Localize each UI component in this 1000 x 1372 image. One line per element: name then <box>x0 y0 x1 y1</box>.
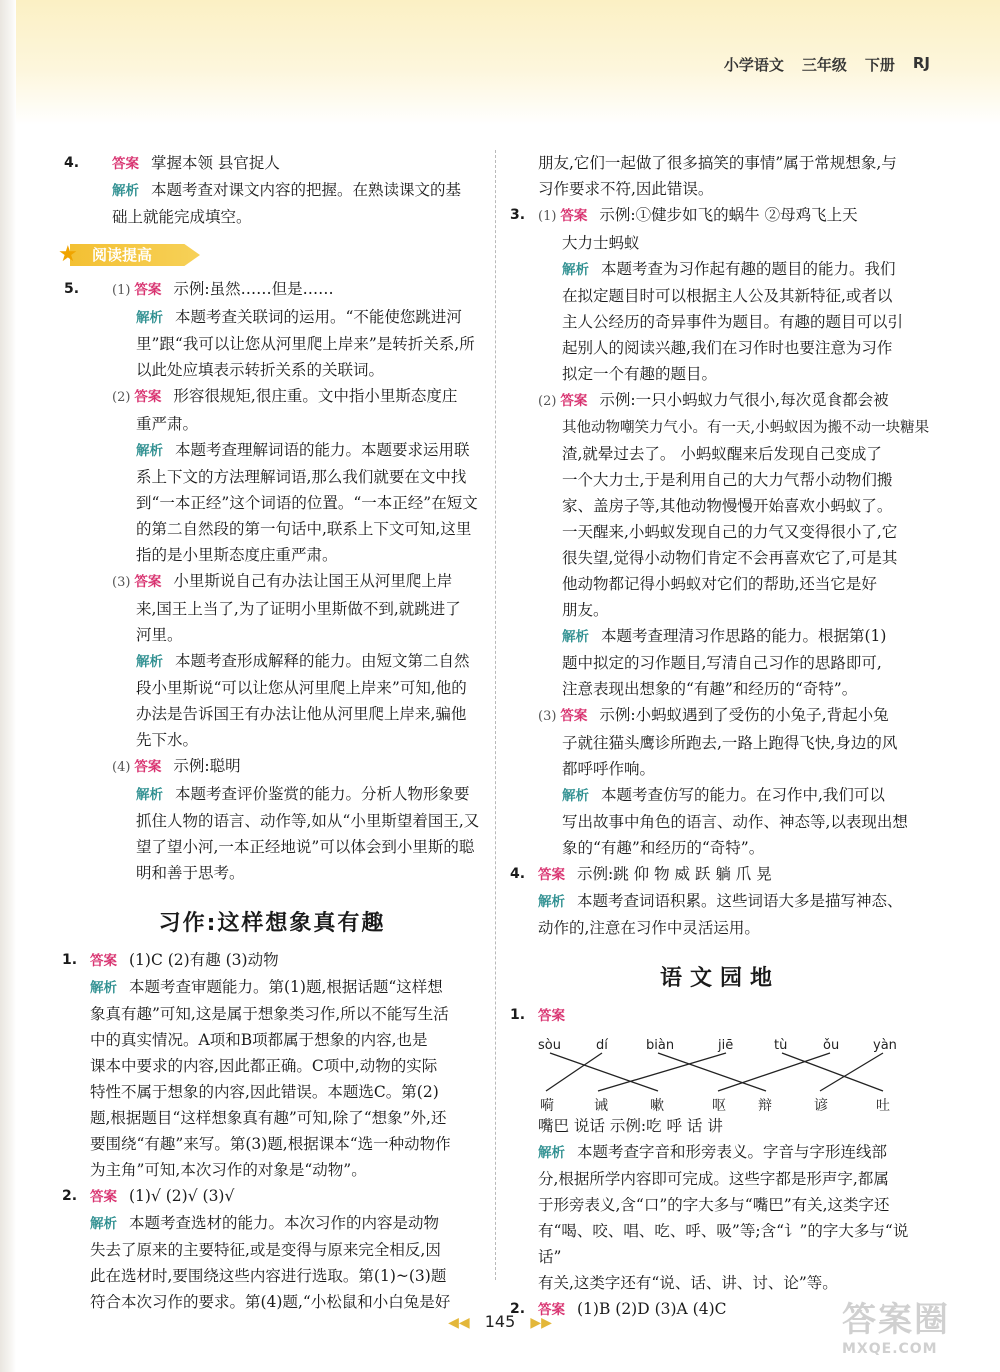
analysis-line: 题中拟定的习作题目,写清自己习作的思路即可, <box>562 654 882 672</box>
header-volume: 下册 <box>864 56 895 74</box>
analysis-line: 象真有趣”可知,这是属于想象类习作,所以不能写生活 <box>90 1005 449 1023</box>
pinyin-label: ǒu <box>823 1038 840 1053</box>
analysis-line: 要围绕“有趣”来写。第(3)题,根据课本“选一种动物作 <box>90 1135 451 1153</box>
answer-text: 一天醒来,小蚂蚁发现自己的力气又变得很小了,它 <box>562 523 898 541</box>
sub-number: (3) <box>112 575 131 590</box>
char-label: 诫 <box>594 1098 608 1114</box>
analysis-line: 有“喝、咬、唱、吃、呼、吸”等;含“讠”的字大多与“说话” <box>538 1222 909 1266</box>
analysis-tag: 解析 <box>562 262 589 278</box>
matching-lines <box>538 1051 898 1093</box>
analysis-line: 本题考查理解词语的能力。本题要求运用联 <box>175 441 470 459</box>
analysis-line: 本题考查词语积累。这些词语大多是描写神态、 <box>577 892 903 910</box>
analysis-tag: 解析 <box>90 1216 117 1232</box>
question-5 <box>62 276 482 886</box>
answer-text: 示例:小蚂蚁遇到了受伤的小兔子,背起小兔 <box>599 706 889 724</box>
char-label: 谚 <box>814 1098 828 1114</box>
analysis-line: 朋友,它们一起做了很多搞笑的事情”属于常规想象,与 <box>538 154 897 172</box>
watermark-big: 答案圈 <box>842 1300 950 1340</box>
watermark-logo <box>842 1292 992 1362</box>
analysis-tag: 解析 <box>136 654 163 670</box>
sub-number: (2) <box>112 390 131 405</box>
left-column <box>58 150 482 1315</box>
analysis-line: 本题考查形成解释的能力。由短文第二自然 <box>175 652 470 670</box>
answer-text: 示例:虽然……但是…… <box>173 280 334 298</box>
answer-text: 示例:①健步如飞的蜗牛 ②母鸡飞上天 <box>599 206 858 224</box>
analysis-line: 分,根据所学内容即可完成。这些字都是形声字,都属 <box>538 1170 889 1188</box>
analysis-line: 为主角”可知,本次习作的对象是“动物”。 <box>90 1161 367 1179</box>
answer-tag: 答案 <box>538 1008 565 1024</box>
answer-text: 小里斯说自己有办法让国王从河里爬上岸 <box>173 572 453 590</box>
analysis-line: 本题考查对课文内容的把握。在熟读课文的基 <box>151 181 462 199</box>
analysis-line: 本题考查为习作起有趣的题目的能力。我们 <box>601 260 896 278</box>
analysis-line: 起别人的阅读兴趣,我们在习作时也要注意为习作 <box>562 339 893 357</box>
answer-tag: 答案 <box>112 156 139 172</box>
garden-question-1 <box>510 1002 930 1296</box>
writing-question-1 <box>62 947 482 1183</box>
answer-tag: 答案 <box>134 282 162 298</box>
char-label: 嗬 <box>540 1098 554 1114</box>
analysis-tag: 解析 <box>136 443 163 459</box>
answer-text: 掌握本领 县官捉人 <box>151 154 280 172</box>
analysis-line: 拟定一个有趣的题目。 <box>562 365 718 383</box>
answer-text: 示例:一只小蚂蚁力气很小,每次觅食都会被 <box>599 391 889 409</box>
analysis-line: 写出故事中角色的语言、动作、神态等,以表现出想 <box>562 813 908 831</box>
question-number: 2. <box>62 1188 78 1204</box>
char-label: 嗽 <box>650 1098 664 1114</box>
binding-edge <box>0 0 16 1372</box>
analysis-line: 在拟定题目时可以根据主人公及其新特征,或者以 <box>562 287 893 305</box>
answer-text: 一个大力士,于是利用自己的大力气帮小动物们搬 <box>562 471 893 489</box>
answer-tag: 答案 <box>134 759 162 775</box>
answer-tag: 答案 <box>90 953 117 969</box>
analysis-tag: 解析 <box>538 894 565 910</box>
analysis-line: 于形旁表义,含“口”的字大多与“嘴巴”有关,这类字还 <box>538 1196 890 1214</box>
pinyin-label: dí <box>596 1038 608 1053</box>
answer-text: 形容很规矩,很庄重。文中指小里斯态度庄 <box>173 387 458 405</box>
next-arrows-icon: ▶▶ <box>530 1315 552 1331</box>
analysis-line: 明和善于思考。 <box>136 864 245 882</box>
header-subject: 小学语文 <box>723 56 784 74</box>
analysis-line: 本题考查字音和形旁表义。字音与字形连线部 <box>577 1143 888 1161</box>
analysis-line: 本题考查仿写的能力。在习作中,我们可以 <box>601 786 885 804</box>
analysis-line: 到“一本正经”这个词语的位置。“一本正经”在短文 <box>136 494 478 512</box>
answer-tag: 答案 <box>538 1302 565 1318</box>
answer-text: 嘴巴 说话 示例:吃 呼 话 讲 <box>538 1117 723 1135</box>
answer-text: 示例:跳 仰 物 威 跃 躺 爪 晃 <box>577 865 772 883</box>
analysis-line: 失去了原来的主要特征,或是变得与原来完全相反,因 <box>90 1241 441 1259</box>
question-number: 2. <box>510 1301 526 1317</box>
question-number: 3. <box>510 207 526 223</box>
analysis-line: 里”跟“我可以让您从河里爬上岸来”是转折关系,所 <box>136 335 475 353</box>
analysis-line: 象的“有趣”和经历的“奇特”。 <box>562 839 765 857</box>
analysis-line: 系上下文的方法理解词语,那么我们就要在文中找 <box>136 468 467 486</box>
writing-question-4 <box>510 861 930 941</box>
question-number: 5. <box>64 281 80 297</box>
analysis-tag: 解析 <box>136 787 163 803</box>
analysis-tag: 解析 <box>562 629 589 645</box>
question-number: 4. <box>510 866 526 882</box>
header-grade: 三年级 <box>801 56 847 74</box>
analysis-line: 段小里斯说“可以让您从河里爬上岸来”可知,他的 <box>136 679 467 697</box>
analysis-line: 本题考查理清习作思路的能力。根据第(1) <box>601 627 887 645</box>
analysis-tag: 解析 <box>562 788 589 804</box>
pinyin-label: yàn <box>873 1038 897 1053</box>
answer-tag: 答案 <box>538 867 565 883</box>
answer-text: 都呼呼作响。 <box>562 760 656 778</box>
analysis-line: 以此处应填表示转折关系的关联词。 <box>136 361 385 379</box>
answer-text: 来,国王上当了,为了证明小里斯做不到,就跳进了 <box>136 600 461 618</box>
section-title-writing: 习作:这样想象真有趣 <box>158 911 386 936</box>
pinyin-label: jiē <box>718 1038 734 1053</box>
banner-label: 阅读提高 <box>92 246 153 264</box>
answer-tag: 答案 <box>134 574 162 590</box>
page-number: 145 <box>484 1312 516 1331</box>
sub-number: (4) <box>112 760 131 775</box>
analysis-tag: 解析 <box>538 1145 565 1161</box>
analysis-line: 先下水。 <box>136 731 199 749</box>
section-title-garden: 语文园地 <box>659 966 780 991</box>
sub-number: (2) <box>538 394 557 409</box>
analysis-line: 的第二自然段的第一句话中,联系上下文可知,这里 <box>136 520 472 538</box>
answer-text: 朋友。 <box>562 601 609 619</box>
analysis-line: 动作的,注意在习作中灵活运用。 <box>538 919 760 937</box>
char-label: 辩 <box>758 1098 772 1114</box>
star-icon: ★ <box>58 242 78 267</box>
running-header <box>724 54 930 75</box>
analysis-line: 主人公经历的奇异事件为题目。有趣的题目可以引 <box>562 313 904 331</box>
question-number: 4. <box>64 155 80 171</box>
analysis-tag: 解析 <box>136 310 163 326</box>
answer-tag: 答案 <box>90 1189 117 1205</box>
sub-number: (3) <box>538 709 557 724</box>
answer-text: 大力士蚂蚁 <box>562 234 640 252</box>
writing-question-2 <box>62 1183 482 1315</box>
analysis-line: 题,根据题目“这样想象真有趣”可知,除了“想象”外,还 <box>90 1109 447 1127</box>
analysis-line: 有关,这类字还有“说、话、讲、讨、论”等。 <box>538 1274 838 1292</box>
column-divider <box>495 150 496 1280</box>
answer-text: (1)√ (2)√ (3)√ <box>129 1187 235 1205</box>
analysis-line: 中的真实情况。A项和B项都属于想象的内容,也是 <box>90 1031 428 1049</box>
answer-text: 重严肃。 <box>136 415 199 433</box>
analysis-line: 础上就能完成填空。 <box>112 208 252 226</box>
answer-tag: 答案 <box>560 708 588 724</box>
pinyin-label: biàn <box>646 1038 675 1053</box>
analysis-line: 注意表现出想象的“有趣”和经历的“奇特”。 <box>562 680 858 698</box>
answer-text: 渣,就晕过去了。 小蚂蚁醒来后发现自己变成了 <box>562 445 882 463</box>
analysis-tag: 解析 <box>90 980 117 996</box>
analysis-tag: 解析 <box>112 183 139 199</box>
prev-arrows-icon: ◀◀ <box>448 1315 470 1331</box>
analysis-line: 本题考查关联词的运用。“不能使您跳进河 <box>175 308 462 326</box>
writing-question-3 <box>510 202 930 861</box>
question-4 <box>62 150 482 230</box>
pinyin-matching <box>538 1033 898 1113</box>
analysis-line: 抓住人物的语言、动作等,如从“小里斯望着国王,又 <box>136 812 480 830</box>
reading-banner <box>58 242 208 268</box>
pinyin-label: sòu <box>538 1038 561 1053</box>
sub-number: (1) <box>538 209 557 224</box>
answer-text: 其他动物嘲笑力气小。有一天,小蚂蚁因为搬不动一块糖果 <box>562 420 930 436</box>
sub-number: (1) <box>112 283 131 298</box>
analysis-line: 课本中要求的内容,因此都正确。C项中,动物的实际 <box>90 1057 438 1075</box>
analysis-line: 办法是告诉国王有办法让他从河里爬上岸来,骗他 <box>136 705 467 723</box>
question-number: 1. <box>62 952 78 968</box>
analysis-line: 本题考查审题能力。第(1)题,根据话题“这样想 <box>129 978 443 996</box>
answer-tag: 答案 <box>560 393 588 409</box>
pinyin-label: tù <box>774 1038 788 1053</box>
watermark-small: MXQE.COM <box>842 1341 938 1357</box>
answer-tag: 答案 <box>560 208 588 224</box>
right-column <box>510 150 930 1323</box>
analysis-line: 习作要求不符,因此错误。 <box>538 180 714 198</box>
answer-text: 家、盖房子等,其他动物慢慢开始喜欢小蚂蚁了。 <box>562 497 893 515</box>
answer-text: 子就往猫头鹰诊所跑去,一路上跑得飞快,身边的风 <box>562 734 898 752</box>
answer-text: 很失望,觉得小动物们肯定不会再喜欢它了,可是其 <box>562 549 898 567</box>
answer-tag: 答案 <box>134 389 162 405</box>
answer-text: (1)C (2)有趣 (3)动物 <box>129 951 279 969</box>
answer-text: 他动物都记得小蚂蚁对它们的帮助,还当它是好 <box>562 575 877 593</box>
char-label: 呕 <box>712 1098 726 1114</box>
analysis-line: 本题考查评价鉴赏的能力。分析人物形象要 <box>175 785 470 803</box>
question-number: 1. <box>510 1007 526 1023</box>
header-edition: RJ <box>912 54 930 72</box>
answer-text: (1)B (2)D (3)A (4)C <box>577 1300 727 1318</box>
analysis-line: 本题考查选材的能力。本次习作的内容是动物 <box>129 1214 440 1232</box>
analysis-line: 指的是小里斯态度庄重严肃。 <box>136 546 338 564</box>
continued-text <box>510 150 930 202</box>
analysis-line: 符合本次习作的要求。第(4)题,“小松鼠和小白兔是好 <box>90 1293 451 1311</box>
analysis-line: 特性不属于想象的内容,因此错误。本题选C。第(2) <box>90 1083 439 1101</box>
analysis-line: 望了望小河,一本正经地说”可以体会到小里斯的聪 <box>136 838 475 856</box>
answer-text: 河里。 <box>136 626 183 644</box>
char-label: 吐 <box>876 1098 890 1114</box>
answer-text: 示例:聪明 <box>173 757 241 775</box>
analysis-line: 此在选材时,要围绕这些内容进行选取。第(1)~(3)题 <box>90 1267 447 1285</box>
